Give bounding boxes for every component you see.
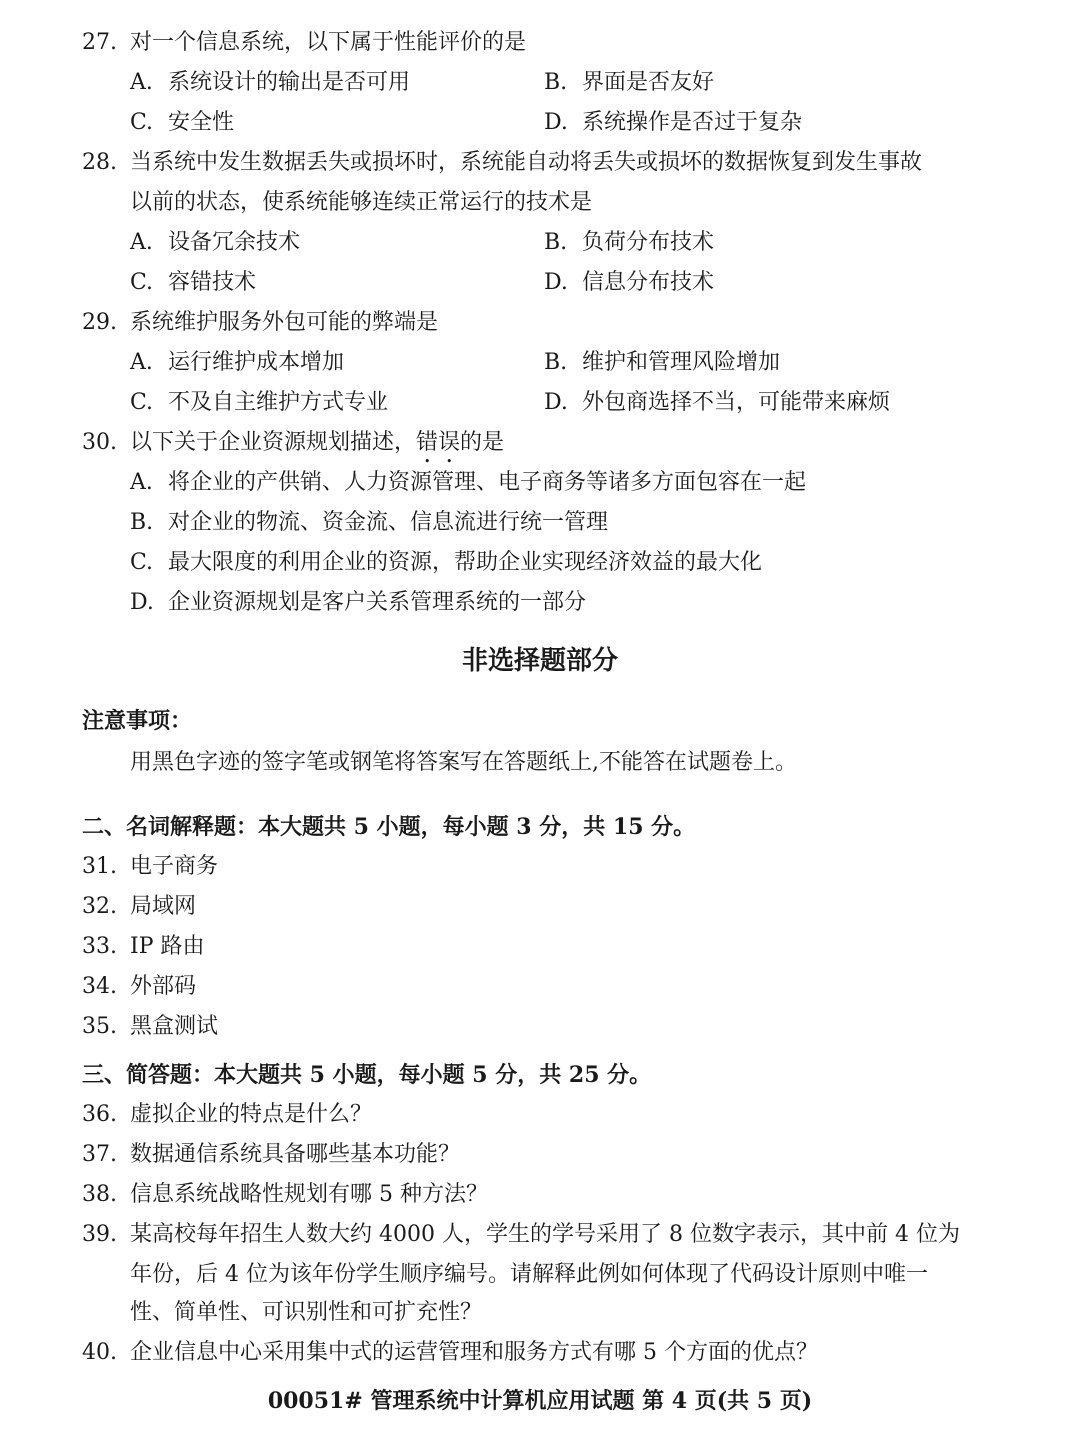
question-40: 40. 企业信息中心采用集中式的运营管理和服务方式有哪 5 个方面的优点？: [82, 1340, 818, 1365]
question-28: [82, 148, 922, 178]
option-27c: C. 安全性: [130, 110, 235, 135]
section-title: 非选择题部分: [461, 646, 618, 676]
question-number: 28.: [82, 150, 117, 175]
part3-heading: 三、简答题：本大题共 5 小题，每小题 5 分，共 25 分。: [82, 1062, 652, 1088]
question-39-cont: 年份，后 4 位为该年份学生顺序编号。请解释此例如何体现了代码设计原则中唯一: [130, 1262, 928, 1287]
option-29a: A. 运行维护成本增加: [130, 350, 345, 375]
notice-label: 注意事项：: [82, 708, 193, 734]
option-29b: B. 维护和管理风险增加: [544, 350, 781, 375]
option-28d: D. 信息分布技术: [544, 270, 715, 295]
option-28a: A. 设备冗余技术: [130, 230, 301, 255]
question-35: 35. 黑盒测试: [82, 1014, 219, 1039]
option-27a: A. 系统设计的输出是否可用: [130, 70, 411, 95]
option-27d: D. 系统操作是否过于复杂: [544, 110, 803, 135]
option-30b: B. 对企业的物流、资金流、信息流进行统一管理: [130, 510, 609, 535]
option-28c: C. 容错技术: [130, 270, 257, 295]
question-36: 36. 虚拟企业的特点是什么？: [82, 1102, 373, 1127]
page-footer: 00051# 管理系统中计算机应用试题 第 4 页(共 5 页): [267, 1388, 813, 1414]
option-28b: B. 负荷分布技术: [544, 230, 715, 255]
option-30c: C. 最大限度的利用企业的资源，帮助企业实现经济效益的最大化: [130, 550, 763, 575]
question-number: 29.: [82, 310, 117, 335]
question-stem: 系统维护服务外包可能的弊端是: [130, 310, 439, 335]
question-stem: 以下关于企业资源规划描述，: [130, 430, 417, 455]
question-39: 39. 某高校每年招生人数大约 4000 人，学生的学号采用了 8 位数字表示，其中前 4 位为: [82, 1222, 960, 1247]
option-30a: A. 将企业的产供销、人力资源管理、电子商务等诸多方面包容在一起: [130, 470, 807, 495]
question-27: [82, 28, 526, 58]
question-number: 27.: [82, 30, 117, 55]
question-37: 37. 数据通信系统具备哪些基本功能？: [82, 1142, 461, 1167]
question-31: 31. 电子商务: [82, 854, 219, 879]
option-27b: B. 界面是否友好: [544, 70, 715, 95]
question-30: 30. 以下关于企业资源规划描述，错误的是: [82, 428, 504, 468]
part2-heading: 二、名词解释题：本大题共 5 小题，每小题 3 分，共 15 分。: [82, 814, 696, 840]
question-28-cont: 以前的状态，使系统能够连续正常运行的技术是: [130, 190, 593, 215]
question-34: 34. 外部码: [82, 974, 197, 999]
question-number: 30.: [82, 430, 117, 455]
option-30d: D. 企业资源规划是客户关系管理系统的一部分: [130, 590, 587, 615]
option-29d: D. 外包商选择不当，可能带来麻烦: [544, 390, 891, 415]
question-stem: 对一个信息系统，以下属于性能评价的是: [130, 30, 527, 55]
question-29: [82, 308, 438, 338]
question-32: 32. 局域网: [82, 894, 197, 919]
emphasis-wrong: 错误: [416, 430, 461, 455]
question-33: 33. IP 路由: [82, 934, 205, 959]
question-stem: 当系统中发生数据丢失或损坏时，系统能自动将丢失或损坏的数据恢复到发生事故: [130, 150, 923, 175]
notice-text: 用黑色字迹的签字笔或钢笔将答案写在答题纸上,不能答在试题卷上。: [130, 750, 797, 775]
question-39-cont2: 性、简单性、可识别性和可扩充性？: [130, 1300, 483, 1325]
question-38: 38. 信息系统战略性规划有哪 5 种方法？: [82, 1182, 488, 1207]
option-29c: C. 不及自主维护方式专业: [130, 390, 389, 415]
